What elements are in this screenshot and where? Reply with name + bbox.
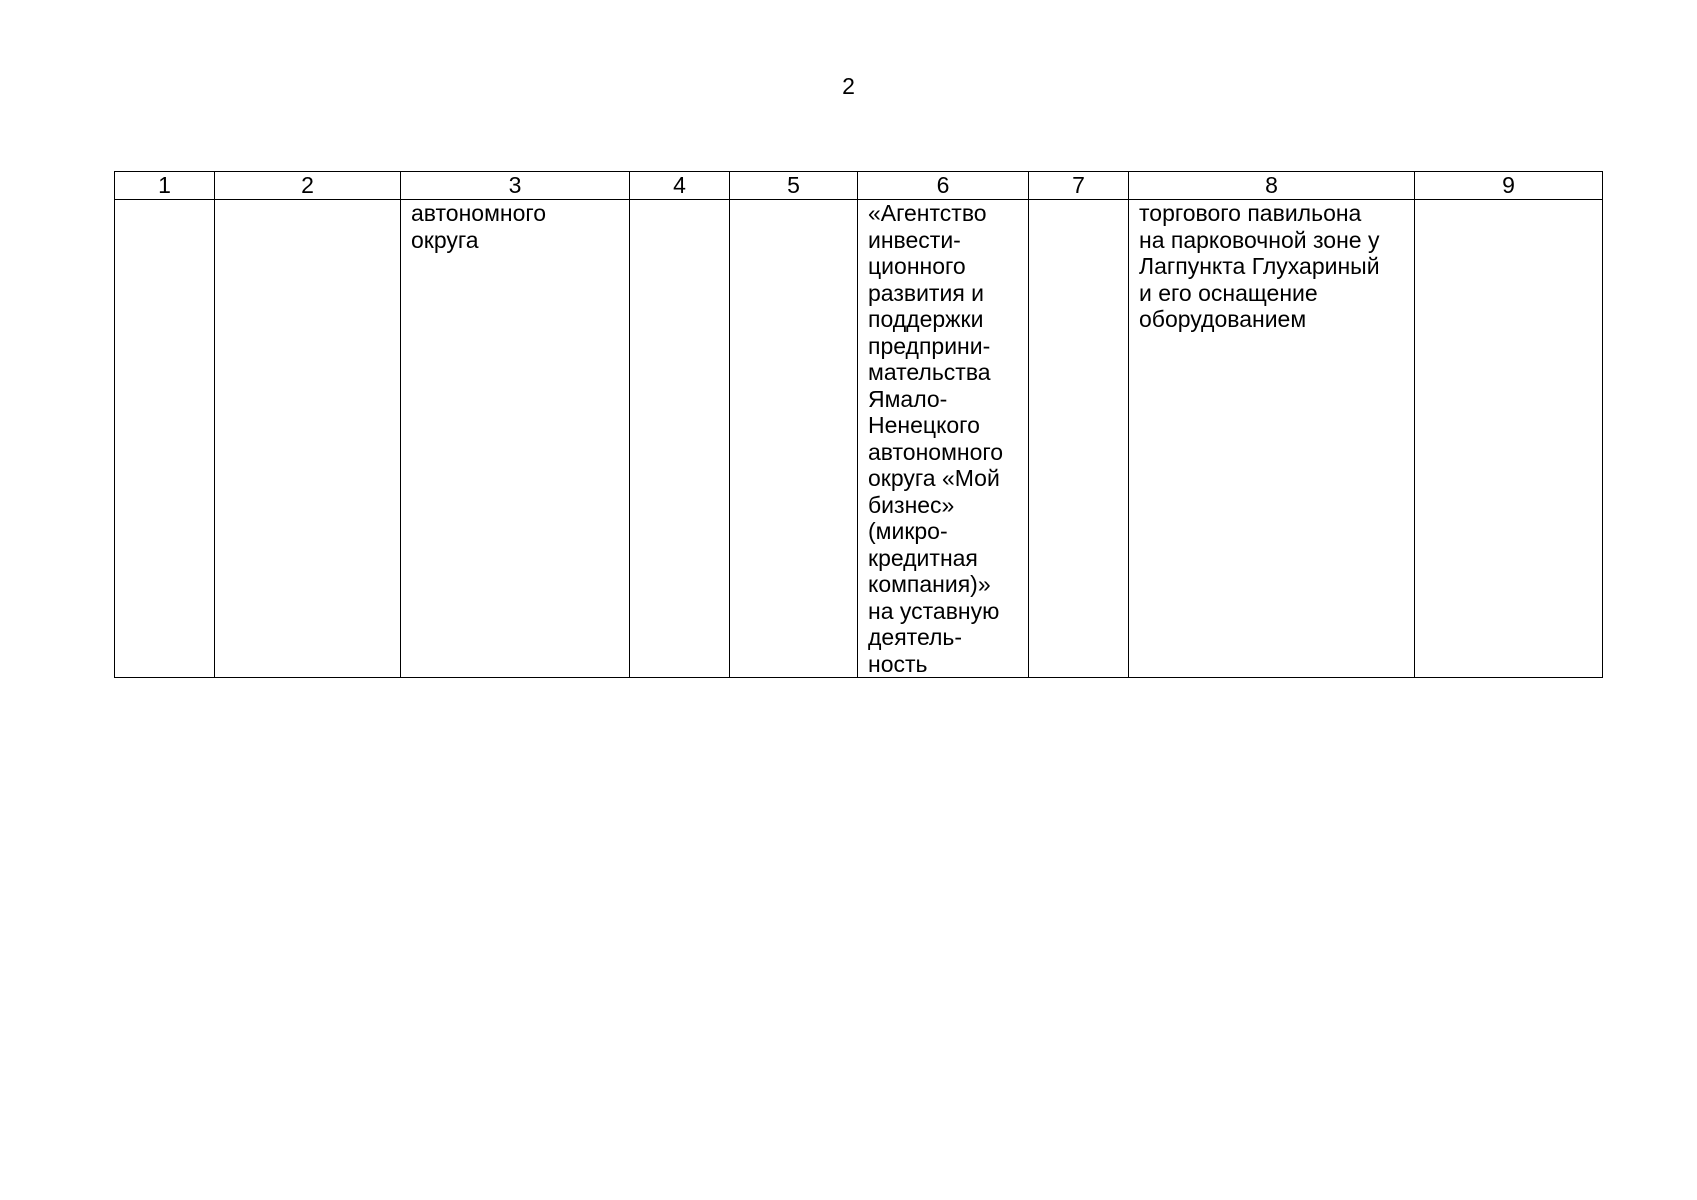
table-cell-col-3: автономного округа <box>401 200 630 678</box>
document-table <box>114 171 1603 678</box>
column-header-8: 8 <box>1129 172 1415 200</box>
table-cell-col-8: торгового павильона на парковочной зоне у Лагпункта Глухариный и его оснащение оборудованием <box>1129 200 1415 678</box>
column-header-3: 3 <box>401 172 630 200</box>
column-header-7: 7 <box>1029 172 1129 200</box>
table-cell-col-2 <box>215 200 401 678</box>
column-header-1: 1 <box>115 172 215 200</box>
column-header-5: 5 <box>730 172 858 200</box>
table-cell-col-1 <box>115 200 215 678</box>
table-cell-col-4 <box>630 200 730 678</box>
table-cell-col-6: «Агентство инвести- ционного развития и поддержки предприни- мательства Ямало- Ненецкого автономного округа «Мой бизнес» (микро- кредитная компания)» на уставную деятель- ность <box>858 200 1029 678</box>
column-header-2: 2 <box>215 172 401 200</box>
table-cell-col-9 <box>1415 200 1603 678</box>
page-number: 2 <box>842 73 855 99</box>
table-row <box>115 200 1603 678</box>
column-header-6: 6 <box>858 172 1029 200</box>
column-header-4: 4 <box>630 172 730 200</box>
column-header-9: 9 <box>1415 172 1603 200</box>
table-cell-col-5 <box>730 200 858 678</box>
table-cell-col-7 <box>1029 200 1129 678</box>
table-header-row <box>115 172 1603 200</box>
